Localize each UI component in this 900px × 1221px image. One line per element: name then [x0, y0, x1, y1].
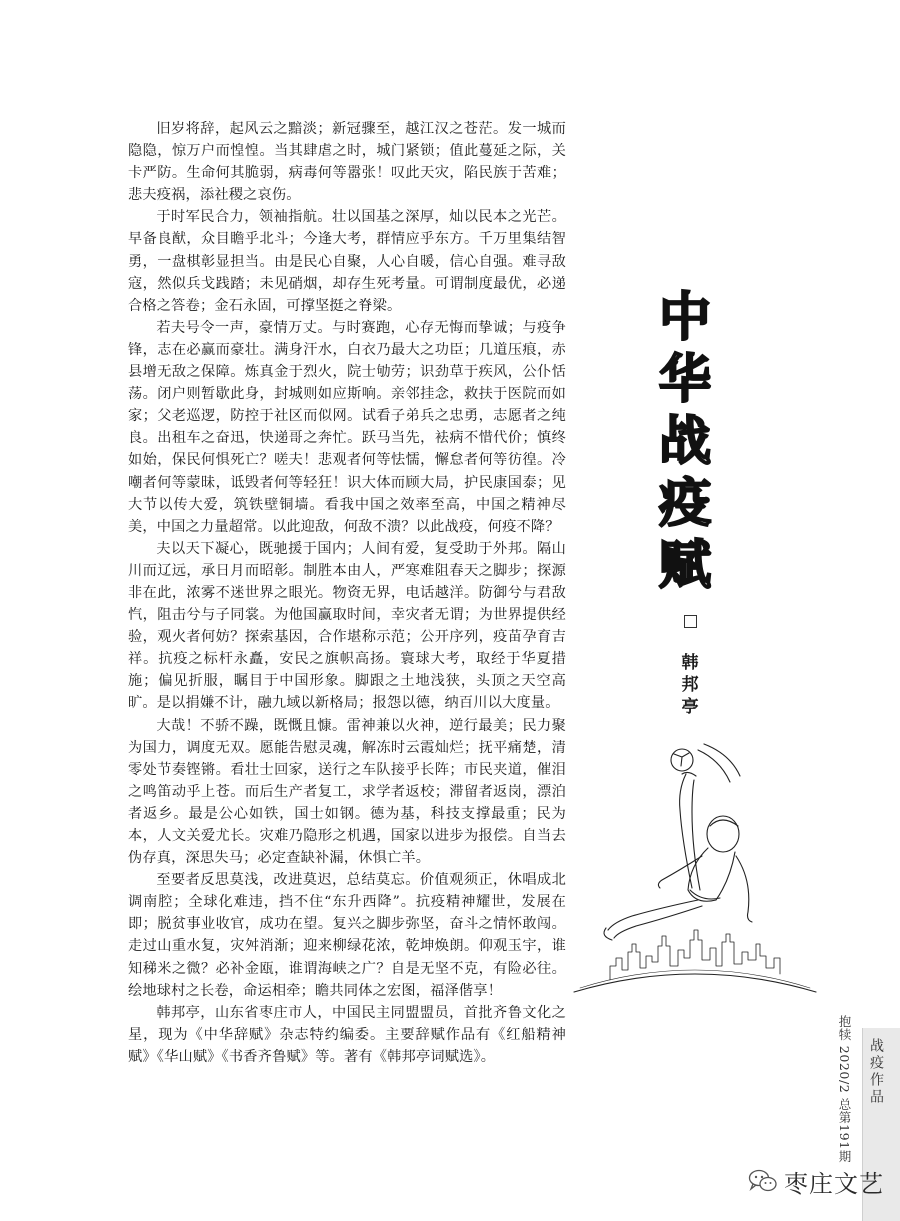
- paragraph: 若夫号令一声，豪情万丈。与时赛跑，心存无悔而挚诚；与疫争锋，志在必赢而豪壮。满身汗水，白衣乃最大之功臣；几道压痕，赤县增无敌之保障。炼真金于烈火，院士劬劳；识劲草于疾风，公仆恬荡。闭户则暂歇此身，封城则如应斯响。亲邻挂念，救扶于医院而如家；父老巡逻，防控于社区而似网。试看子弟兵之忠勇，志愿者之纯良。出租车之奋迅，快递哥之奔忙。跃马当先，袪病不惜代价；慎终如始，保民何惧死亡？嗟夫！悲观者何等怯懦，懈怠者何等彷徨。冷嘲者何等蒙昧，诋毁者何等轻狂！识大体而顾大局，护民康国泰；见大节以传大爱，筑铁壁铜墙。看我中国之效率至高，中国之精神尽美，中国之力量超常。以此迎敌，何敌不溃？以此战疫，何疫不降？: [128, 319, 566, 535]
- title-char: 战: [658, 412, 711, 472]
- wechat-icon: [748, 1168, 778, 1194]
- title-char: 华: [658, 350, 711, 410]
- paragraph: 夫以天下凝心，既驰援于国内；人间有爱，复受助于外邦。隔山川而辽远，承日月而昭彰。制胜本由人，严寒难阻春天之脚步；探源非在此，浓雾不迷世界之眼光。物资无界，电话越洋。防御兮与君敌忾，阻击兮与子同裳。为他国赢取时间，幸灾者无谓；为世界提供经验，观火者何妨？探索基因，合作堪称示范；公开序列，疫苗孕育吉祥。抗疫之标杆永矗，安民之旗帜高扬。寰球大考，取经于华夏措施；偏见折服，瞩目于中国形象。脚跟之土地浅狭，头顶之天空高旷。是以捐嫌不计，融九域以新格局；报怨以德，纳百川以大度量。: [128, 540, 566, 712]
- author-box-mark: [684, 615, 697, 628]
- author-char: 亭: [681, 697, 699, 717]
- wechat-watermark: [748, 1166, 884, 1196]
- author-bio: 韩邦亭，山东省枣庄市人，中国民主同盟盟员，首批齐鲁文化之星，现为《中华辞赋》杂志特约编委。主要辞赋作品有《红船精神赋》《华山赋》《书香齐鲁赋》等。著有《韩邦亭词赋选》。: [128, 1004, 566, 1065]
- title-char: 疫: [658, 474, 711, 534]
- watermark-text: 枣庄文艺: [784, 1169, 884, 1198]
- author-name: [678, 652, 702, 718]
- section-label: 战疫作品: [868, 1038, 884, 1106]
- article-body: [128, 118, 566, 1068]
- paragraph: 至要者反思莫浅，改进莫迟，总结莫忘。价值观须正，休唱成北调南腔；全球化难违，挡不住“东升西降”。抗疫精神耀世，发展在即；脱贫事业收官，成功在望。复兴之脚步弥坚，奋斗之情怀敢闯。走过山重水复，灾舛消渐；迎来柳绿花浓，乾坤焕朗。仰观玉宇，谁知稊米之微？必补金瓯，谁谓海峡之广？自是无坚不克，有险必往。绘地球村之长卷，命运相牵；瞻共同体之宏图，福泽偕享！: [128, 872, 566, 999]
- author-char: 邦: [681, 675, 699, 695]
- author-char: 韩: [681, 653, 699, 673]
- paragraph: 于时军民合力，领袖指航。壮以国基之深厚，灿以民本之光芒。早备良猷，众目瞻乎北斗；今逢大考，群情应乎东方。千万里集结智勇，一盘棋彰显担当。由是民心自聚，人心自暖，信心自强。难寻敌寇，然似兵戈践踏；未见硝烟，却存生死考量。可谓制度最优，必递合格之答卷；金石永固，可撑坚挺之脊梁。: [128, 209, 566, 314]
- title-char: 赋: [658, 536, 711, 596]
- soccer-player-sketch: [570, 730, 820, 1020]
- title-char: 中: [658, 288, 711, 348]
- paragraph: 大哉！不骄不躁，既慨且慷。雷神兼以火神，逆行最美；民力聚为国力，调度无双。愿能告慰灵魂，解冻时云霞灿烂；抚平痛楚，清零处节奏铿锵。看壮士回家，送行之车队接乎长阵；市民夹道，催泪之鸣笛动乎上苍。而后生产者复工，求学者返校；滞留者返岗，漂泊者返乡。最是公心如铁，国士如钢。德为基，科技支撑最重；民为本，人文关爱尤长。灾难乃隐形之机遇，国家以进步为报偿。自当去伪存真，深思失马；必定查缺补漏，休惧亡羊。: [128, 717, 566, 867]
- issue-info: 抱犊 2020/2 总第191期: [837, 1015, 852, 1163]
- article-title: [655, 287, 715, 597]
- paragraph: 旧岁将辞，起风云之黯淡；新冠骤至，越江汉之苍茫。发一城而隐隐，惊万户而惶惶。当其肆虐之时，城门紧锁；值此蔓延之际，关卡严防。生命何其脆弱，病毒何等嚣张！叹此天灾，陷民族于苦难；悲夫疫祸，添社稷之哀伤。: [128, 121, 566, 204]
